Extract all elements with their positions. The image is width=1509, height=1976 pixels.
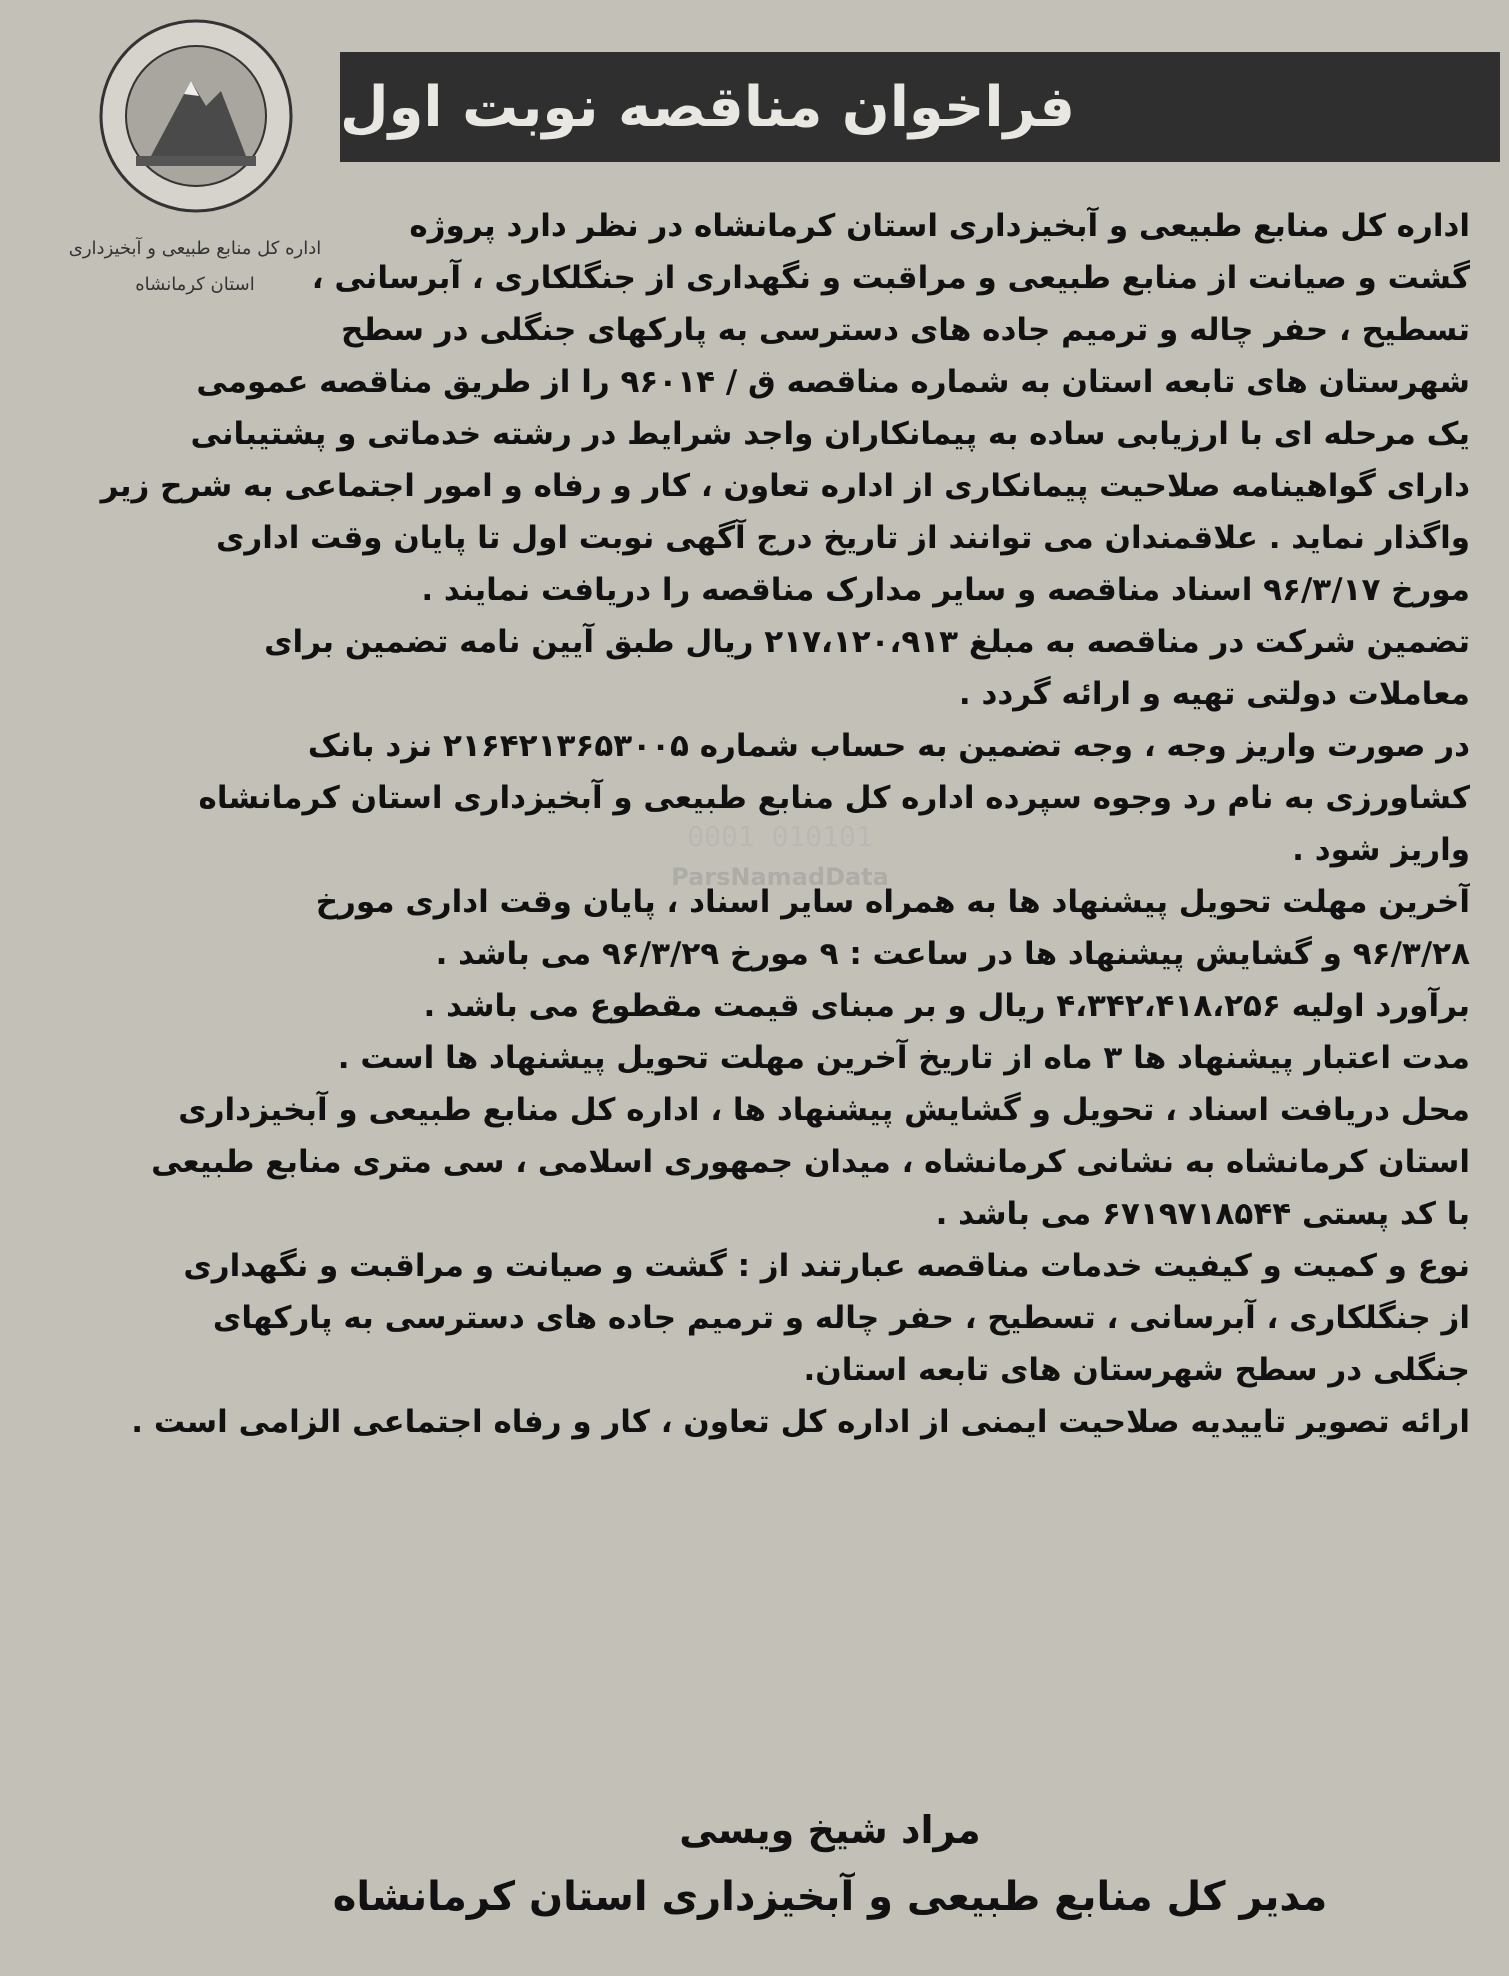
body-line: کشاورزی به نام رد وجوه سپرده اداره کل منابع طبیعی و آبخیزداری استان کرمانشاه (198, 780, 1470, 816)
body-line: ارائه تصویر تاییدیه صلاحیت ایمنی از اداره کل تعاون ، کار و رفاه اجتماعی الزامی است . (131, 1404, 1470, 1440)
body-line: واگذار نماید . علاقمندان می توانند از تاریخ درج آگهی نوبت اول تا پایان وقت اداری (215, 520, 1470, 556)
body-line: از جنگلکاری ، آبرسانی ، تسطیح ، حفر چاله و ترمیم جاده های دسترسی به پارکهای (212, 1300, 1470, 1336)
body-line: مدت اعتبار پیشنهاد ها ۳ ماه از تاریخ آخرین مهلت تحویل پیشنهاد ها است . (337, 1040, 1470, 1076)
body-line: واریز شود . (1292, 832, 1470, 868)
body-line: دارای گواهینامه صلاحیت پیمانکاری از اداره تعاون ، کار و رفاه و امور اجتماعی به شرح زیر (100, 468, 1470, 504)
signature-block (240, 1808, 1420, 1920)
body-line: اداره کل منابع طبیعی و آبخیزداری استان کرمانشاه در نظر دارد پروژه (409, 208, 1470, 244)
body-line: شهرستان های تابعه استان به شماره مناقصه ق / ۹۶۰۱۴ را از طریق مناقصه عمومی (196, 364, 1470, 400)
signatory-name: مراد شیخ ویسی (679, 1808, 981, 1852)
logo-caption-line: اداره کل منابع طبیعی و آبخیزداری (68, 238, 322, 259)
announcement-body (38, 200, 1470, 1448)
body-line: جنگلی در سطح شهرستان های تابعه استان. (803, 1352, 1470, 1388)
logo-caption-line: استان کرمانشاه (135, 274, 255, 295)
body-line: نوع و کمیت و کیفیت خدمات مناقصه عبارتند از : گشت و صیانت و مراقبت و نگهداری (183, 1248, 1470, 1284)
body-line: تسطیح ، حفر چاله و ترمیم جاده های دسترسی به پارکهای جنگلی در سطح (340, 312, 1470, 348)
body-line: مورخ ۹۶/۳/۱۷ اسناد مناقصه و سایر مدارک مناقصه را دریافت نمایند . (421, 572, 1470, 608)
emblem-icon (96, 6, 296, 226)
body-line: برآورد اولیه ۴،۳۴۲،۴۱۸،۲۵۶ ریال و بر مبنای قیمت مقطوع می باشد . (423, 988, 1470, 1024)
body-line: با کد پستی ۶۷۱۹۷۱۸۵۴۴ می باشد . (935, 1196, 1470, 1232)
title-banner (340, 52, 1500, 162)
body-line: یک مرحله ای با ارزیابی ساده به پیمانکاران واجد شرایط در رشته خدماتی و پشتیبانی (190, 416, 1470, 452)
body-line: استان کرمانشاه به نشانی کرمانشاه ، میدان جمهوری اسلامی ، سی متری منابع طبیعی (151, 1144, 1470, 1180)
body-line: آخرین مهلت تحویل پیشنهاد ها به همراه سایر اسناد ، پایان وقت اداری مورخ (315, 884, 1470, 920)
body-line: محل دریافت اسناد ، تحویل و گشایش پیشنهاد ها ، اداره کل منابع طبیعی و آبخیزداری (178, 1092, 1470, 1128)
body-line: گشت و صیانت از منابع طبیعی و مراقبت و نگهداری از جنگلکاری ، آبرسانی ، (311, 260, 1470, 296)
page-title: فراخوان مناقصه نوبت اول (340, 74, 1076, 140)
signatory-title: مدیر کل منابع طبیعی و آبخیزداری استان کرمانشاه (332, 1874, 1328, 1920)
watermark-number: 010101 0001 (687, 820, 873, 853)
body-line: در صورت واریز وجه ، وجه تضمین به حساب شماره ۲۱۶۴۲۱۳۶۵۳۰۰۵ نزد بانک (307, 728, 1470, 764)
watermark-brand: ParsNamadData (671, 863, 889, 891)
body-line: ۹۶/۳/۲۸ و گشایش پیشنهاد ها در ساعت : ۹ مورخ ۹۶/۳/۲۹ می باشد . (435, 936, 1470, 972)
body-line: تضمین شرکت در مناقصه به مبلغ ۲۱۷،۱۲۰،۹۱۳ ریال طبق آیین نامه تضمین برای (264, 624, 1470, 660)
body-line: معاملات دولتی تهیه و ارائه گردد . (958, 676, 1470, 712)
